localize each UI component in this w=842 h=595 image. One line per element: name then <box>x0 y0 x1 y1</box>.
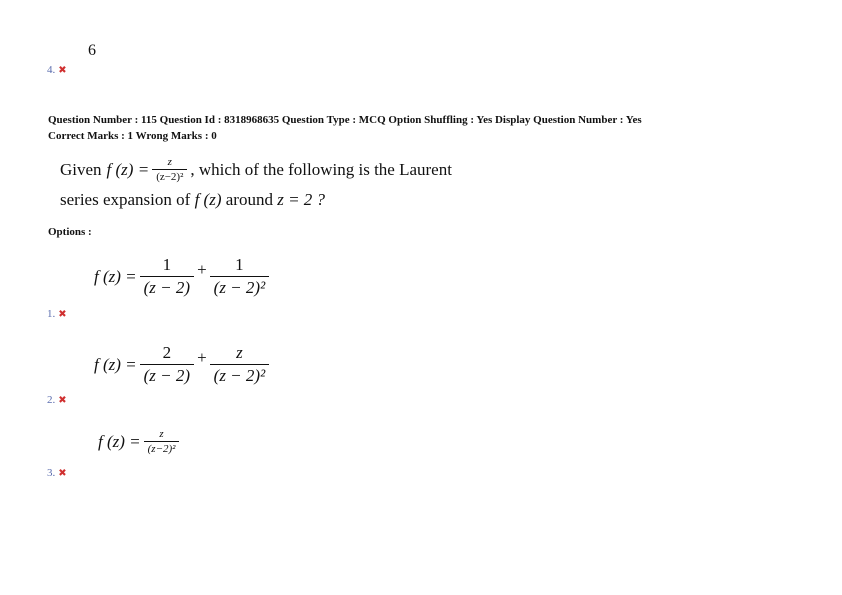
option-1-marker <box>47 304 67 322</box>
wrong-mark-icon: ✖ <box>58 309 67 320</box>
option-1-fraction-2 <box>210 255 270 298</box>
option-1-formula[interactable] <box>94 255 272 298</box>
option-2-fraction-1-denominator: (z − 2) <box>140 364 194 386</box>
stem-fraction-denominator: (z−2)² <box>152 169 187 183</box>
option-1-number: 1. <box>47 308 56 320</box>
stem-fraction <box>152 156 187 183</box>
option-2-number: 2. <box>47 394 56 406</box>
question-stem-line2 <box>60 190 325 210</box>
option-2-fraction-1-numerator: 2 <box>162 343 172 362</box>
stem-line2-text: series expansion of <box>60 190 191 209</box>
wrong-mark-icon: ✖ <box>58 468 67 479</box>
question-meta: Question Number : 115 Question Id : 8318968635 Question Type : MCQ Option Shuffling : Yes Display Question Number : Yes <box>48 114 642 126</box>
option-2-lhs: f (z) = <box>94 354 137 374</box>
stem-function: f (z) = <box>106 159 150 179</box>
stem-line2-function: f (z) <box>194 190 222 209</box>
option-2-formula[interactable] <box>94 343 272 386</box>
wrong-mark-icon: ✖ <box>58 395 67 406</box>
option-2-fraction-2-denominator: (z − 2)² <box>210 364 270 386</box>
option-1-fraction-1 <box>140 255 194 298</box>
previous-option-marker <box>47 60 67 78</box>
option-2-fraction-1 <box>140 343 194 386</box>
previous-option-number: 4. <box>47 64 56 76</box>
option-2-fraction-2-numerator: z <box>236 343 243 362</box>
question-stem-line1 <box>60 156 452 183</box>
option-3-fraction-numerator: z <box>159 428 164 440</box>
stem-suffix: , which of the following is the Laurent <box>190 159 452 179</box>
option-3-number: 3. <box>47 467 56 479</box>
stem-line2-condition: z = 2 ? <box>277 190 326 209</box>
option-3-formula[interactable] <box>98 428 182 455</box>
marks-meta: Correct Marks : 1 Wrong Marks : 0 <box>48 130 217 142</box>
option-1-plus: + <box>197 259 207 279</box>
option-3-marker <box>47 463 67 481</box>
option-3-lhs: f (z) = <box>98 431 141 451</box>
options-label: Options : <box>48 226 92 238</box>
stem-line2-around: around <box>225 190 273 209</box>
option-2-marker <box>47 390 67 408</box>
option-1-lhs: f (z) = <box>94 266 137 286</box>
option-2-fraction-2 <box>210 343 270 386</box>
option-1-fraction-1-numerator: 1 <box>162 255 172 274</box>
option-3-fraction-denominator: (z−2)² <box>144 441 180 455</box>
previous-answer-value: 6 <box>88 42 96 59</box>
option-1-fraction-1-denominator: (z − 2) <box>140 276 194 298</box>
option-3-fraction <box>144 428 180 455</box>
option-1-fraction-2-denominator: (z − 2)² <box>210 276 270 298</box>
stem-prefix: Given <box>60 159 102 179</box>
option-1-fraction-2-numerator: 1 <box>235 255 244 274</box>
wrong-mark-icon: ✖ <box>58 65 67 76</box>
option-2-plus: + <box>197 347 207 367</box>
stem-fraction-numerator: z <box>167 156 172 168</box>
